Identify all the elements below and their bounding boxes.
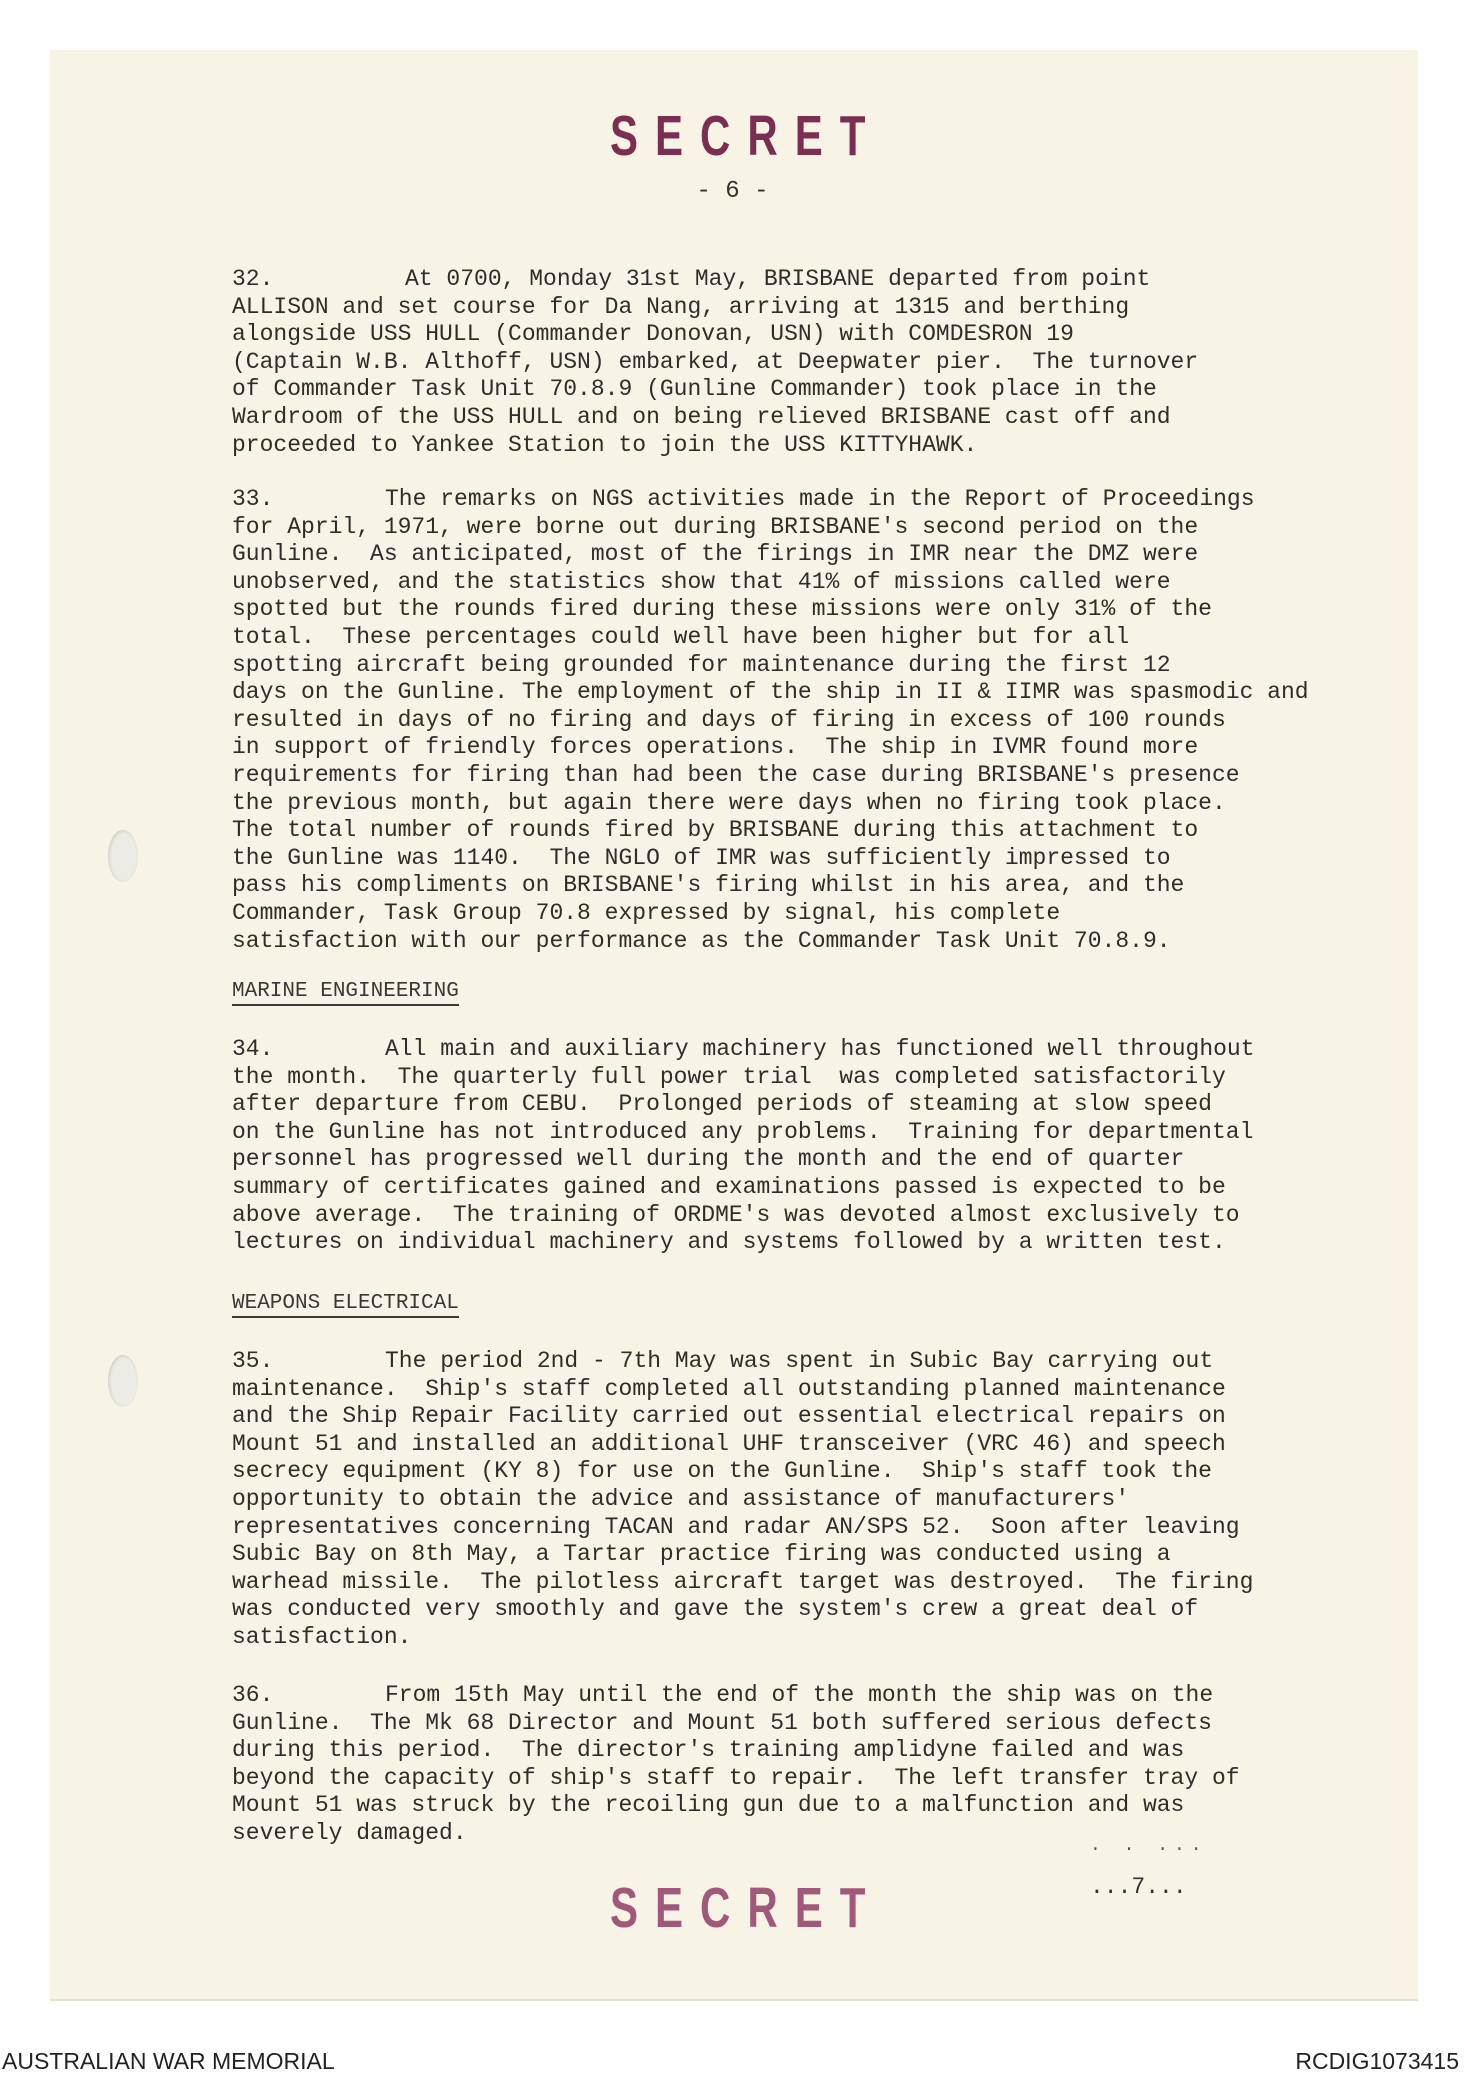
text-line: representatives concerning TACAN and radar AN/SPS 52. Soon after leaving [232,1513,1240,1540]
classification-stamp-top: SECRET [610,103,883,168]
text-line: ALLISON and set course for Da Nang, arriving at 1315 and berthing [232,293,1130,320]
text-line [232,1682,1240,1710]
text-line: the Gunline was 1140. The NGLO of IMR was sufficiently impressed to [232,844,1171,871]
section-heading-weapons-electrical: WEAPONS ELECTRICAL [232,1292,459,1318]
archive-credit: AUSTRALIAN WAR MEMORIAL [2,2048,335,2074]
text-line: unobserved, and the statistics show that 41% of missions called were [232,568,1171,595]
text-line: spotting aircraft being grounded for maintenance during the first 12 [232,651,1171,678]
line-text: From 15th May until the end of the month the ship was on the [385,1682,1214,1708]
text-line [232,266,1198,294]
line-text: The period 2nd - 7th May was spent in Subic Bay carrying out [385,1348,1214,1374]
text-line: Commander, Task Group 70.8 expressed by signal, his complete [232,899,1061,926]
text-line: of Commander Task Unit 70.8.9 (Gunline Commander) took place in the [232,376,1157,403]
text-line [232,486,1309,514]
text-line: alongside USS HULL (Commander Donovan, USN) with COMDESRON 19 [232,321,1074,348]
text-line: beyond the capacity of ship's staff to repair. The left transfer tray of [232,1764,1240,1791]
next-page-marker: ...7... [1090,1874,1187,1900]
page-number: - 6 - [696,178,769,205]
text-line: spotted but the rounds fired during these missions were only 31% of the [232,596,1212,623]
line-text: At 0700, Monday 31st May, BRISBANE departed from point [405,266,1151,292]
line-text: All main and auxiliary machinery has functioned well throughout [385,1036,1255,1062]
paragraph-number: 35. [232,1348,274,1374]
punch-hole [108,830,138,882]
text-line: Subic Bay on 8th May, a Tartar practice firing was conducted using a [232,1541,1171,1568]
archive-id: RCDIG1073415 [1295,2048,1459,2074]
text-line: lectures on individual machinery and systems followed by a written test. [232,1229,1226,1256]
text-line: opportunity to obtain the advice and assistance of manufacturers' [232,1485,1130,1512]
punch-hole [108,1355,138,1407]
text-line: above average. The training of ORDME's was devoted almost exclusively to [232,1201,1240,1228]
paragraph-number: 33. [232,486,274,512]
text-line: Gunline. The Mk 68 Director and Mount 51 both suffered serious defects [232,1709,1212,1736]
line-text: The remarks on NGS activities made in the Report of Proceedings [385,486,1255,512]
text-line: on the Gunline has not introduced any problems. Training for departmental [232,1118,1254,1145]
text-line: maintenance. Ship's staff completed all outstanding planned maintenance [232,1375,1226,1402]
paragraph-36 [232,1682,1240,1848]
paragraph-number: 32. [232,266,274,292]
text-line: the month. The quarterly full power trial was completed satisfactorily [232,1063,1226,1090]
paragraph-33 [232,486,1309,955]
text-line [232,1348,1253,1376]
text-line: The total number of rounds fired by BRISBANE during this attachment to [232,817,1199,844]
text-line: requirements for firing than had been the case during BRISBANE's presence [232,761,1240,788]
text-line: days on the Gunline. The employment of the ship in II & IIMR was spasmodic and [232,679,1309,706]
text-line: Mount 51 and installed an additional UHF transceiver (VRC 46) and speech [232,1430,1226,1457]
classification-stamp-bottom: SECRET [610,1875,883,1940]
text-line: pass his compliments on BRISBANE's firing whilst in his area, and the [232,872,1185,899]
text-line: warhead missile. The pilotless aircraft target was destroyed. The firing [232,1568,1254,1595]
text-line: Wardroom of the USS HULL and on being relieved BRISBANE cast off and [232,403,1171,430]
text-line: Mount 51 was struck by the recoiling gun due to a malfunction and was [232,1792,1185,1819]
paragraph-number: 36. [232,1682,274,1708]
text-line: during this period. The director's training amplidyne failed and was [232,1737,1185,1764]
text-line: and the Ship Repair Facility carried out essential electrical repairs on [232,1403,1226,1430]
paragraph-34 [232,1036,1253,1257]
text-line: proceeded to Yankee Station to join the USS KITTYHAWK. [232,431,978,458]
text-line: total. These percentages could well have been higher but for all [232,623,1130,650]
text-line: satisfaction with our performance as the Commander Task Unit 70.8.9. [232,927,1171,954]
text-line: secrecy equipment (KY 8) for use on the Gunline. Ship's staff took the [232,1458,1212,1485]
text-line: (Captain W.B. Althoff, USN) embarked, at Deepwater pier. The turnover [232,348,1199,375]
text-line: in support of friendly forces operations. The ship in IVMR found more [232,734,1199,761]
text-line: the previous month, but again there were days when no firing took place. [232,789,1226,816]
paragraph-35 [232,1348,1253,1652]
paragraph-number: 34. [232,1036,274,1062]
text-line: personnel has progressed well during the month and the end of quarter [232,1146,1185,1173]
text-line [232,1036,1253,1064]
text-line: after departure from CEBU. Prolonged periods of steaming at slow speed [232,1091,1212,1118]
paragraph-32 [232,266,1198,459]
section-heading-marine-engineering: MARINE ENGINEERING [232,980,459,1006]
continuation-dots: . . ... [1090,1836,1208,1856]
text-line: for April, 1971, were borne out during BRISBANE's second period on the [232,513,1199,540]
text-line: satisfaction. [232,1623,412,1650]
text-line: severely damaged. [232,1819,467,1846]
text-line: Gunline. As anticipated, most of the firings in IMR near the DMZ were [232,541,1199,568]
text-line: resulted in days of no firing and days of firing in excess of 100 rounds [232,706,1226,733]
text-line: was conducted very smoothly and gave the system's crew a great deal of [232,1596,1199,1623]
text-line: summary of certificates gained and examinations passed is expected to be [232,1173,1226,1200]
